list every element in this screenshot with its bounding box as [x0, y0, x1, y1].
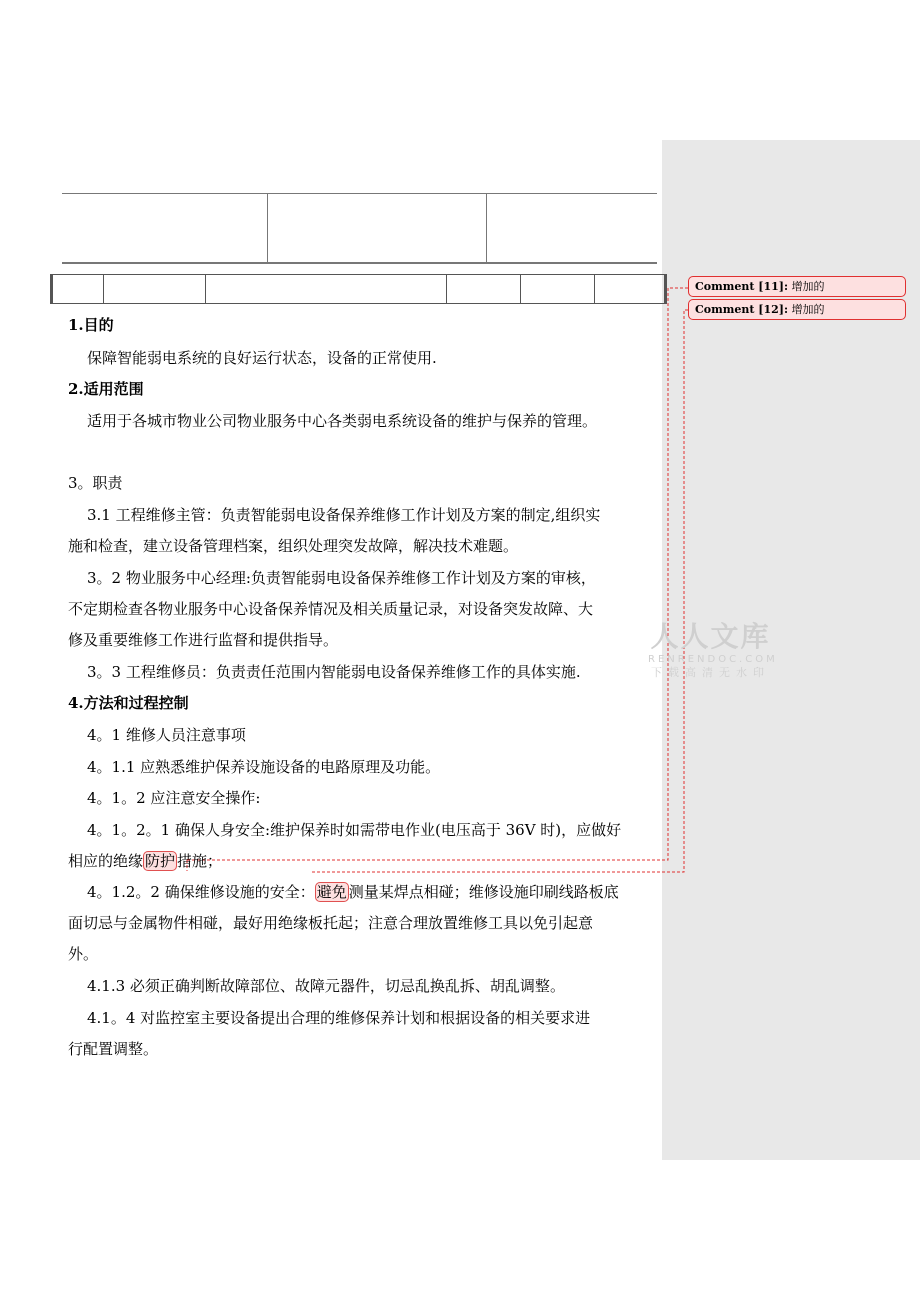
paragraph-4-1-2-2-line-2: 面切忌与金属物件相碰，最好用绝缘板托起；注意合理放置维修工具以免引起意 [68, 914, 594, 932]
paragraph-4-1-2-1-line-1: 4。1。2。1 确保人身安全:维护保养时如需带电作业(电压高于 36V 时)，应做好 [87, 821, 622, 839]
comment-highlight-12[interactable]: 避免 [316, 883, 347, 901]
paragraph-4-1-4-line-1: 4.1。4 对监控室主要设备提出合理的维修保养计划和根据设备的相关要求进 [87, 1009, 591, 1027]
paragraph-4-1-2-1-line-2 [68, 851, 222, 871]
comment-highlight-11[interactable]: 防护 [145, 852, 176, 870]
paragraph-3-2-line-2: 不定期检查各物业服务中心设备保养情况及相关质量记录，对设备突发故障、大 [68, 600, 594, 618]
text-run: 相应的绝缘 [68, 852, 144, 870]
paragraph-3-1-line-1: 3.1 工程维修主管：负责智能弱电设备保养维修工作计划及方案的制定,组织实 [87, 506, 601, 524]
section-2-title: 2.适用范围 [68, 380, 144, 398]
paragraph-4-1-4-line-2: 行配置调整。 [68, 1040, 159, 1058]
table-divider [446, 275, 447, 303]
section-2-body: 适用于各城市物业公司物业服务中心各类弱电系统设备的维护与保养的管理。 [87, 412, 598, 430]
comment-text: 增加的 [791, 303, 825, 316]
paragraph-4-1-2: 4。1。2 应注意安全操作: [87, 789, 261, 807]
paragraph-4-1-1: 4。1.1 应熟悉维护保养设施设备的电路原理及功能。 [87, 758, 441, 776]
watermark-domain: RENRENDOC.COM [648, 654, 778, 665]
subsection-4-1: 4。1 维修人员注意事项 [87, 726, 246, 744]
comment-label: Comment [12]: [695, 303, 789, 316]
comment-balloon-12[interactable] [688, 299, 906, 320]
paragraph-3-2-line-1: 3。2 物业服务中心经理:负责智能弱电设备保养维修工作计划及方案的审核， [87, 569, 596, 587]
table-divider [103, 275, 104, 303]
section-1-body: 保障智能弱电系统的良好运行状态，设备的正常使用. [87, 349, 437, 367]
paragraph-3-1-line-2: 施和检查，建立设备管理档案，组织处理突发故障，解决技术难题。 [68, 537, 519, 555]
paragraph-4-1-3: 4.1.3 必须正确判断故障部位、故障元器件，切忌乱换乱拆、胡乱调整。 [87, 977, 565, 995]
section-4-title: 4.方法和过程控制 [68, 694, 189, 712]
paragraph-3-2-line-3: 修及重要维修工作进行监督和提供指导。 [68, 631, 339, 649]
header-table [62, 193, 657, 264]
comment-text: 增加的 [791, 280, 825, 293]
paragraph-4-1-2-2-line-3: 外。 [68, 945, 99, 963]
paragraph-3-3: 3。3 工程维修员：负责责任范围内智能弱电设备保养维修工作的具体实施. [87, 663, 581, 681]
table-divider [267, 194, 268, 262]
watermark-title: 人人文库 [650, 620, 771, 653]
text-run: 措施； [177, 852, 223, 870]
table-divider [594, 275, 595, 303]
section-3-title: 3。职责 [68, 474, 123, 492]
table-divider [520, 275, 521, 303]
section-1-title: 1.目的 [68, 316, 114, 334]
comment-balloon-11[interactable] [688, 276, 906, 297]
table-divider [205, 275, 206, 303]
text-run: 测量某焊点相碰；维修设施印刷线路板底 [348, 883, 619, 901]
comment-label: Comment [11]: [695, 280, 789, 293]
paragraph-4-1-2-2-line-1 [87, 882, 619, 902]
table-divider [486, 194, 487, 262]
info-row-table [50, 274, 667, 304]
watermark-slogan: 下载高清无水印 [651, 666, 770, 679]
text-run: 4。1.2。2 确保维修设施的安全： [87, 883, 315, 901]
watermark-logo [648, 620, 778, 680]
